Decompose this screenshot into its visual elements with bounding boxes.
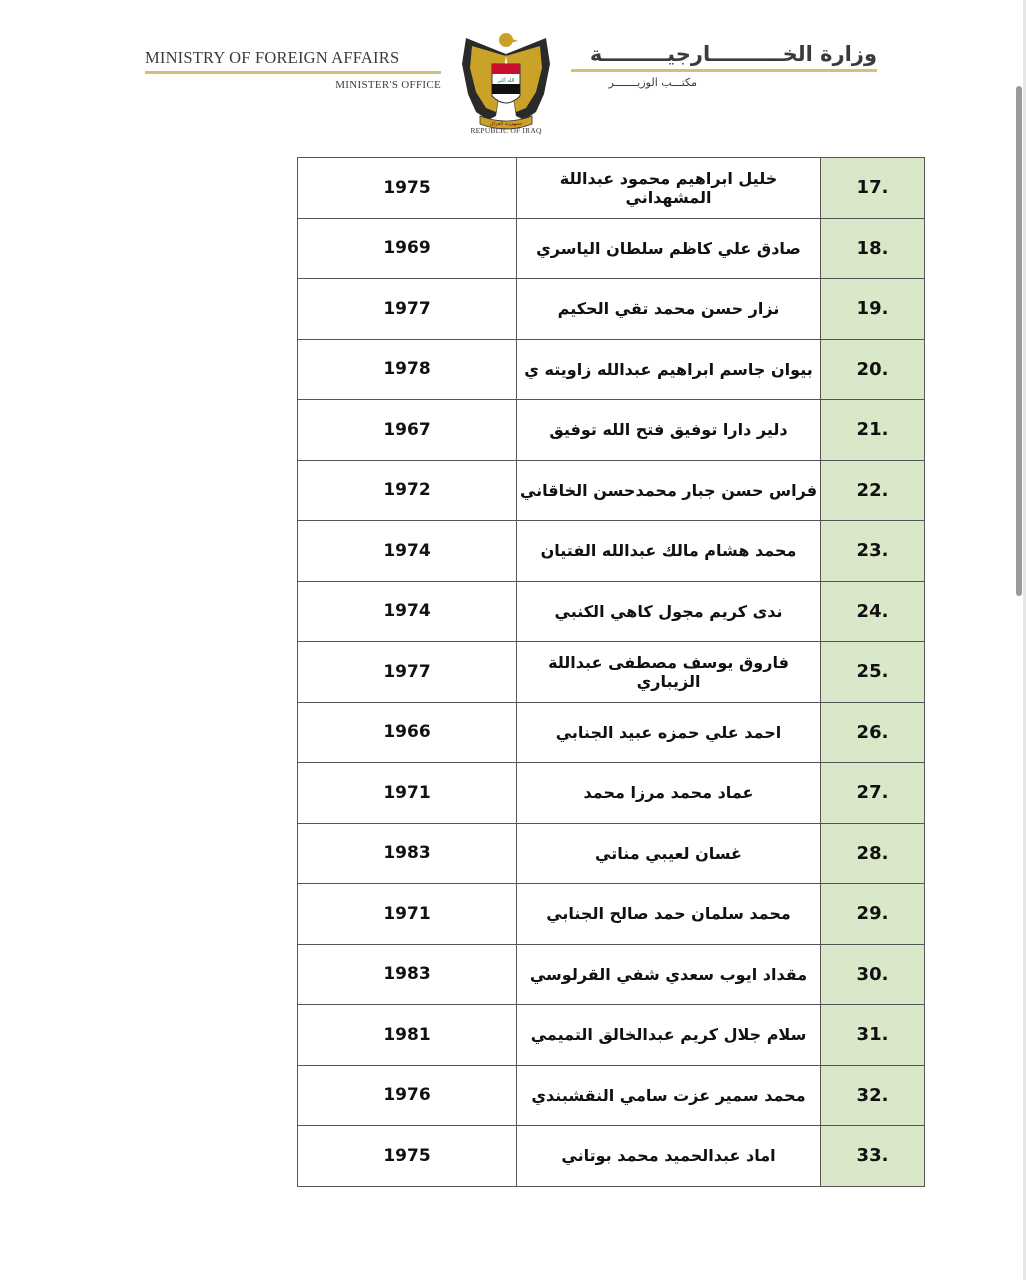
name-cell: نزار حسن محمد تقي الحكيم [517,279,821,340]
name-cell: احمد علي حمزه عبيد الجنابي [517,702,821,763]
birth-year-cell: 1974 [298,521,517,582]
name-cell: دلير دارا توفيق فتح الله توفيق [517,400,821,461]
table-row [298,944,925,1005]
row-number-cell: 25. [821,642,925,703]
birth-year-cell: 1975 [298,158,517,219]
birth-year-cell: 1981 [298,1005,517,1066]
names-table-body [298,158,925,1187]
row-number-cell: 18. [821,218,925,279]
birth-year-cell: 1971 [298,884,517,945]
row-number-cell: 30. [821,944,925,1005]
row-number-cell: 28. [821,823,925,884]
birth-year-cell: 1977 [298,279,517,340]
table-row [298,702,925,763]
name-cell: غسان لعيبي مناتي [517,823,821,884]
row-number-cell: 29. [821,884,925,945]
name-cell: محمد سلمان حمد صالح الجنابي [517,884,821,945]
row-number-cell: 23. [821,521,925,582]
table-row [298,884,925,945]
row-number-cell: 24. [821,581,925,642]
birth-year-cell: 1977 [298,642,517,703]
row-number-cell: 21. [821,400,925,461]
names-table [297,157,925,1187]
name-cell: سلام جلال كريم عبدالخالق التميمي [517,1005,821,1066]
birth-year-cell: 1983 [298,823,517,884]
row-number-cell: 20. [821,339,925,400]
name-cell: محمد هشام مالك عبدالله الفتيان [517,521,821,582]
table-row [298,581,925,642]
birth-year-cell: 1976 [298,1065,517,1126]
name-cell: محمد سمير عزت سامي النقشبندي [517,1065,821,1126]
office-subtitle-english: MINISTER'S OFFICE [335,79,441,91]
row-number-cell: 32. [821,1065,925,1126]
name-cell: فراس حسن جبار محمدحسن الخاقاني [517,460,821,521]
name-cell: عماد محمد مرزا محمد [517,763,821,824]
birth-year-cell: 1983 [298,944,517,1005]
birth-year-cell: 1969 [298,218,517,279]
row-number-cell: 31. [821,1005,925,1066]
ministry-header-arabic [571,42,877,89]
birth-year-cell: 1974 [298,581,517,642]
svg-text:جمهورية العراق: جمهورية العراق [489,121,523,127]
name-cell: ندى كريم مجول كاهي الكنبي [517,581,821,642]
table-row [298,460,925,521]
table-row [298,1126,925,1187]
row-number-cell: 33. [821,1126,925,1187]
birth-year-cell: 1971 [298,763,517,824]
header-rule-left [145,71,441,74]
table-row [298,400,925,461]
name-cell: بيوان جاسم ابراهيم عبدالله زاويته ي [517,339,821,400]
table-row [298,1065,925,1126]
table-row [298,1005,925,1066]
table-row [298,279,925,340]
table-row [298,642,925,703]
svg-text:الله أكبر: الله أكبر [497,78,515,84]
birth-year-cell: 1978 [298,339,517,400]
row-number-cell: 26. [821,702,925,763]
row-number-cell: 19. [821,279,925,340]
birth-year-cell: 1967 [298,400,517,461]
name-cell: صادق علي كاظم سلطان الياسري [517,218,821,279]
row-number-cell: 17. [821,158,925,219]
table-row [298,823,925,884]
table-row [298,158,925,219]
ministry-title-arabic: وزارة الخــــــــــارجيـــــــــة [589,42,877,66]
row-number-cell: 27. [821,763,925,824]
ministry-header-english [145,48,441,91]
name-cell: فاروق يوسف مصطفى عبداللة الزيباري [517,642,821,703]
birth-year-cell: 1975 [298,1126,517,1187]
birth-year-cell: 1972 [298,460,517,521]
name-cell: خليل ابراهيم محمود عبداللة المشهداني [517,158,821,219]
table-row [298,763,925,824]
scrollbar[interactable] [1016,86,1022,596]
table-row [298,521,925,582]
table-row [298,218,925,279]
emblem-caption: REPUBLIC OF IRAQ [470,126,542,135]
header-rule-right [571,69,877,72]
table-row [298,339,925,400]
birth-year-cell: 1966 [298,702,517,763]
row-number-cell: 22. [821,460,925,521]
ministry-title-english: MINISTRY OF FOREIGN AFFAIRS [145,48,400,67]
name-cell: اماد عبدالحميد محمد بوتاني [517,1126,821,1187]
office-subtitle-arabic: مكتـــب الوزيـــــــر [608,76,697,89]
name-cell: مقداد ايوب سعدي شفي القرلوسي [517,944,821,1005]
